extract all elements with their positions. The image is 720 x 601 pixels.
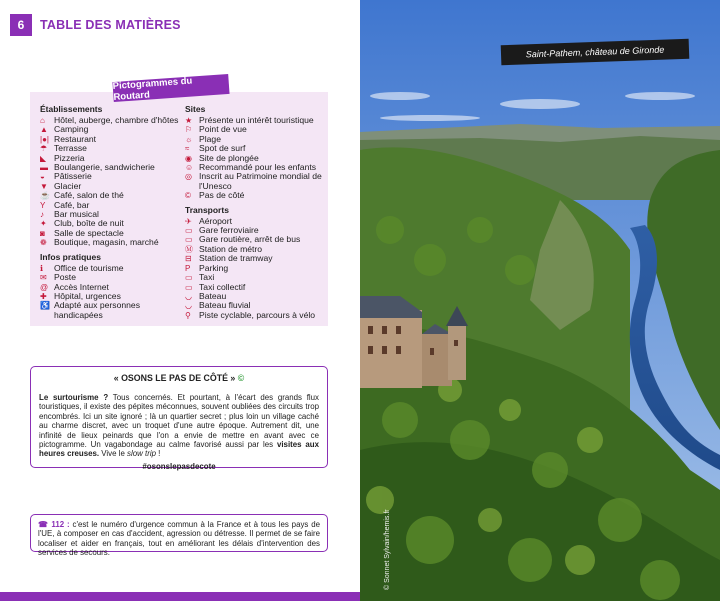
photo-caption: Saint-Pathem, château de Gironde xyxy=(501,39,690,66)
urgence-text xyxy=(38,520,320,558)
transports-item-label: Taxi collectif xyxy=(199,281,246,292)
pastry-icon: ◒ xyxy=(40,172,45,182)
bus-icon: ▭ xyxy=(185,235,193,245)
pas-de-cote-title xyxy=(39,373,319,383)
bike-icon: ⚲ xyxy=(185,310,191,320)
transports-item-label: Aéroport xyxy=(199,215,232,226)
infos-item-label: Poste xyxy=(54,272,76,283)
transports-item-label: Parking xyxy=(199,262,229,273)
sites-item xyxy=(185,172,325,191)
plane-icon: ✈ xyxy=(185,216,192,226)
pas-de-cote-bold-end: visites aux heures creuses. xyxy=(39,440,320,459)
transports-item-label: Gare routière, arrêt de bus xyxy=(199,234,301,245)
etablissements-item-label: Bar musical xyxy=(54,209,99,220)
etablissements-item xyxy=(40,238,180,247)
taxi-icon: ▭ xyxy=(185,273,193,283)
sites-item-label: Spot de surf xyxy=(199,143,246,154)
sites-item-label: Présente un intérêt touristique xyxy=(199,115,314,125)
pas-de-cote-end: ! xyxy=(155,449,161,459)
sites-heading: Sites xyxy=(185,104,206,114)
etablissements-item-label: Club, boîte de nuit xyxy=(54,218,124,229)
viewpoint-icon: ⚐ xyxy=(185,125,193,135)
train-icon: ▭ xyxy=(185,226,193,236)
mail-icon: ✉ xyxy=(40,273,47,283)
infos-item-label: Hôpital, urgences xyxy=(54,290,121,301)
pictograms-box xyxy=(30,92,328,326)
wheelchair-icon: ♿ xyxy=(40,301,50,311)
restaurant-icon: |●| xyxy=(40,134,49,144)
glass-icon: Y xyxy=(40,200,46,210)
purple-bottom-bar xyxy=(0,592,360,601)
dance-icon: ✦ xyxy=(40,219,47,229)
etablissements-item-label: Terrasse xyxy=(54,143,87,154)
transports-item-label: Taxi xyxy=(199,272,215,283)
transports-heading: Transports xyxy=(185,204,229,215)
sites-list xyxy=(185,116,325,201)
transports-item-label: Station de métro xyxy=(199,243,263,254)
etablissements-item-label: Café, bar xyxy=(54,199,90,210)
etablissements-item-label: Boutique, magasin, marché xyxy=(54,237,159,248)
pictograms-left-column xyxy=(40,104,180,320)
urgence-body: c'est le numéro d'urgence commun à la France et à tous les pays de l'UE, à composer en cas d'accident, agression ou détresse. Il permet de se faire localiser et aider en français, tout en améliorant les délais d'intervention des services de secours. xyxy=(38,520,320,558)
hospital-icon: ✚ xyxy=(40,291,47,301)
etablissements-item-label: Glacier xyxy=(54,180,82,191)
sites-item-label: Recommandé pour les enfants xyxy=(199,162,317,173)
etablissements-item-label: Pâtisserie xyxy=(54,171,92,182)
metro-icon: Ⓜ xyxy=(185,244,193,254)
infos-item-label: Office de tourisme xyxy=(54,262,124,273)
page-header xyxy=(10,14,181,36)
infos-list xyxy=(40,264,180,320)
off-beaten-path-icon: © xyxy=(237,373,245,383)
etablissements-item-label: Restaurant xyxy=(54,133,97,144)
surf-icon: ≈ xyxy=(185,144,190,154)
pas-de-cote-tail: Vive le xyxy=(99,449,128,459)
at-icon: @ xyxy=(40,282,49,292)
etablissements-list xyxy=(40,116,180,248)
music-note-icon: ♪ xyxy=(40,210,44,220)
beach-icon: ☼ xyxy=(185,134,193,144)
etablissements-heading: Établissements xyxy=(40,104,103,114)
pictograms-tag: Pictogrammes du Routard xyxy=(112,74,229,102)
pas-de-cote-title-text: « OSONS LE PAS DE CÔTÉ » xyxy=(113,373,236,383)
etablissements-item-label: Salle de spectacle xyxy=(54,227,124,238)
pizza-icon: ◣ xyxy=(40,153,47,163)
etablissements-item-label: Boulangerie, sandwicherie xyxy=(54,162,155,173)
etablissements-item-label: Pizzeria xyxy=(54,152,85,163)
transports-item-label: Bateau xyxy=(199,290,227,301)
unesco-icon: ◎ xyxy=(185,172,192,182)
photo-credit: © Sonnet Sylvain/hemis.fr xyxy=(384,509,391,590)
sites-item-label: Plage xyxy=(199,133,221,144)
transports-item xyxy=(185,311,325,320)
transports-item-label: Station de tramway xyxy=(199,253,273,264)
infos-item xyxy=(40,301,180,320)
parking-icon: P xyxy=(185,263,191,273)
star-icon: ★ xyxy=(185,116,193,125)
pas-de-cote-lead: Le surtourisme ? xyxy=(39,393,109,402)
children-icon: ☺ xyxy=(185,163,194,173)
info-icon: ℹ xyxy=(40,263,44,273)
camping-icon: ▲ xyxy=(40,125,48,135)
infos-heading: Infos pratiques xyxy=(40,251,101,262)
pas-de-cote-text xyxy=(39,393,319,459)
page-number: 6 xyxy=(10,14,32,36)
bread-icon: ▬ xyxy=(40,163,48,173)
infos-item-label: Adapté aux personnes handicapées xyxy=(54,300,141,320)
etablissements-item-label: Hôtel, auberge, chambre d'hôtes xyxy=(54,115,179,125)
transports-item-label: Bateau fluvial xyxy=(199,300,251,311)
transports-item-label: Gare ferroviaire xyxy=(199,225,259,236)
pas-de-cote-box xyxy=(30,366,328,471)
etablissements-item-label: Camping xyxy=(54,124,89,135)
ice-cream-icon: ▼ xyxy=(40,181,48,191)
off-beaten-path-icon: © xyxy=(185,191,191,201)
sites-item-label: Pas de côté xyxy=(199,190,245,201)
right-page-photo xyxy=(360,0,720,601)
urgence-box xyxy=(30,514,328,558)
sites-item-label: Point de vue xyxy=(199,124,247,135)
pas-de-cote-hashtag: #osonslepasdecote xyxy=(142,461,216,471)
landscape-photo xyxy=(360,0,720,601)
pas-de-cote-slow: slow trip xyxy=(127,449,156,459)
transports-list xyxy=(185,217,325,320)
river-boat-icon: ◡ xyxy=(185,301,192,311)
boat-icon: ◡ xyxy=(185,291,192,301)
terrace-icon: ☂ xyxy=(40,144,48,154)
sites-item-label: Inscrit au Patrimoine mondial de l'Unesco xyxy=(199,171,322,191)
page-title: TABLE DES MATIÈRES xyxy=(40,18,181,32)
transports-item-label: Piste cyclable, parcours à vélo xyxy=(199,309,316,320)
bed-icon: ⌂ xyxy=(40,116,45,125)
theater-icon: ◙ xyxy=(40,228,45,238)
diving-icon: ◉ xyxy=(185,153,192,163)
infos-item-label: Accès Internet xyxy=(54,281,109,292)
pas-de-cote-body: Tous concernés. Et pourtant, à l'écart des grands flux touristiques, il existe des pépites méconnues, souvent oubliées des circuits trop encombrés. Ici un site ignoré ; là un quartier secret ; plus loin un village caché au charme discret, avec un troquet d'une autre époque. Autrement dit, une infinité de lieux peinards que l'on a envie de mettre en avant avec ce pictogramme. Un vagabondage au calme favorisé aussi par les xyxy=(39,393,320,450)
pictograms-right-column xyxy=(185,104,325,320)
cup-icon: ☕ xyxy=(40,191,50,201)
urgence-number: ☎ 112 : xyxy=(38,520,70,529)
etablissements-item-label: Café, salon de thé xyxy=(54,190,124,201)
sites-item xyxy=(185,191,325,200)
shopping-icon: ❁ xyxy=(40,238,47,248)
tram-icon: ⊟ xyxy=(185,254,192,264)
sites-item-label: Site de plongée xyxy=(199,152,259,163)
shared-taxi-icon: ▭ xyxy=(185,282,193,292)
